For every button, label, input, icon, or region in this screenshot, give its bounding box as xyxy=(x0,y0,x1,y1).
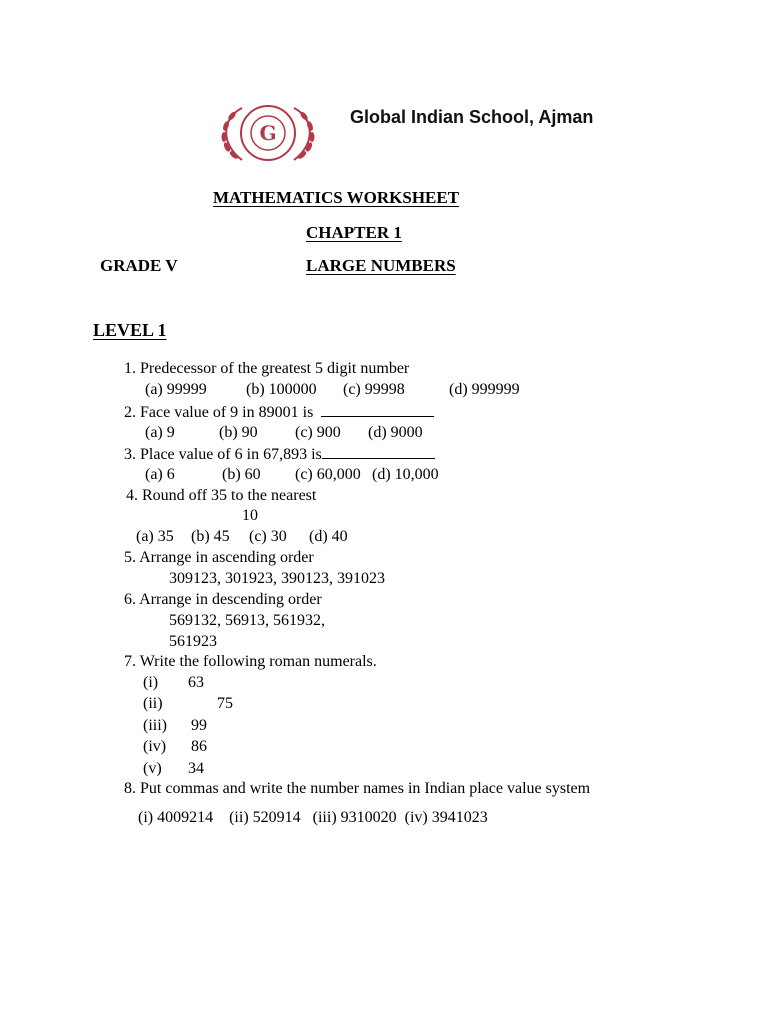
question-7-text: 7. Write the following roman numerals. xyxy=(124,653,377,670)
question-6-text: 6. Arrange in descending order xyxy=(124,591,322,608)
answer-blank xyxy=(322,444,435,459)
q3-option-a: (a) 6 xyxy=(145,466,175,483)
q8-numbers: (i) 4009214 (ii) 520914 (iii) 9310020 (iv) 3941023 xyxy=(138,809,488,826)
logo-monogram: G xyxy=(259,121,277,145)
q1-option-b: (b) 100000 xyxy=(246,381,317,398)
q2-option-c: (c) 900 xyxy=(295,424,341,441)
q7-item-value: 86 xyxy=(191,738,207,755)
q1-option-d: (d) 999999 xyxy=(449,381,520,398)
q7-item-value: 34 xyxy=(188,760,204,777)
q4-option-c: (c) 30 xyxy=(249,528,287,545)
q7-item-label: (iv) xyxy=(143,738,167,755)
school-logo xyxy=(212,100,324,166)
q4-option-b: (b) 45 xyxy=(191,528,230,545)
q3-option-d: (d) 10,000 xyxy=(372,466,439,483)
q2-option-b: (b) 90 xyxy=(219,424,258,441)
q7-item-label: (v) xyxy=(143,760,162,777)
answer-blank xyxy=(321,402,434,417)
q1-option-a: (a) 99999 xyxy=(145,381,207,398)
q4-option-d: (d) 40 xyxy=(309,528,348,545)
q7-item-label: (iii) xyxy=(143,717,167,734)
q2-option-d: (d) 9000 xyxy=(368,424,423,441)
question-8-text: 8. Put commas and write the number names in Indian place value system xyxy=(124,780,591,797)
q4-option-a: (a) 35 xyxy=(136,528,174,545)
topic-title: LARGE NUMBERS xyxy=(306,256,456,275)
q6-numbers-line-2: 561923 xyxy=(169,633,217,650)
question-2-text: 2. Face value of 9 in 89001 is xyxy=(124,404,314,421)
q7-item-value: 75 xyxy=(217,695,233,712)
question-1-text: 1. Predecessor of the greatest 5 digit number xyxy=(124,360,410,377)
chapter-title: CHAPTER 1 xyxy=(306,223,402,242)
q3-option-b: (b) 60 xyxy=(222,466,261,483)
q2-option-a: (a) 9 xyxy=(145,424,175,441)
q7-item-value: 63 xyxy=(188,674,204,691)
worksheet-title: MATHEMATICS WORKSHEET xyxy=(213,188,460,207)
q5-numbers: 309123, 301923, 390123, 391023 xyxy=(169,570,385,587)
q4-text-line-2: 10 xyxy=(242,507,258,524)
q7-item-label: (ii) xyxy=(143,695,163,712)
school-name: Global Indian School, Ajman xyxy=(350,107,594,127)
q7-item-label: (i) xyxy=(143,674,159,691)
q1-option-c: (c) 99998 xyxy=(343,381,405,398)
question-5-text: 5. Arrange in ascending order xyxy=(124,549,314,566)
q6-numbers-line-1: 569132, 56913, 561932, xyxy=(169,612,325,629)
q7-item-value: 99 xyxy=(191,717,207,734)
question-4-text: 4. Round off 35 to the nearest xyxy=(126,487,317,504)
q3-option-c: (c) 60,000 xyxy=(295,466,361,483)
level-heading: LEVEL 1 xyxy=(93,320,167,340)
question-3-text: 3. Place value of 6 in 67,893 is xyxy=(124,446,322,463)
grade-label: GRADE V xyxy=(100,256,178,275)
